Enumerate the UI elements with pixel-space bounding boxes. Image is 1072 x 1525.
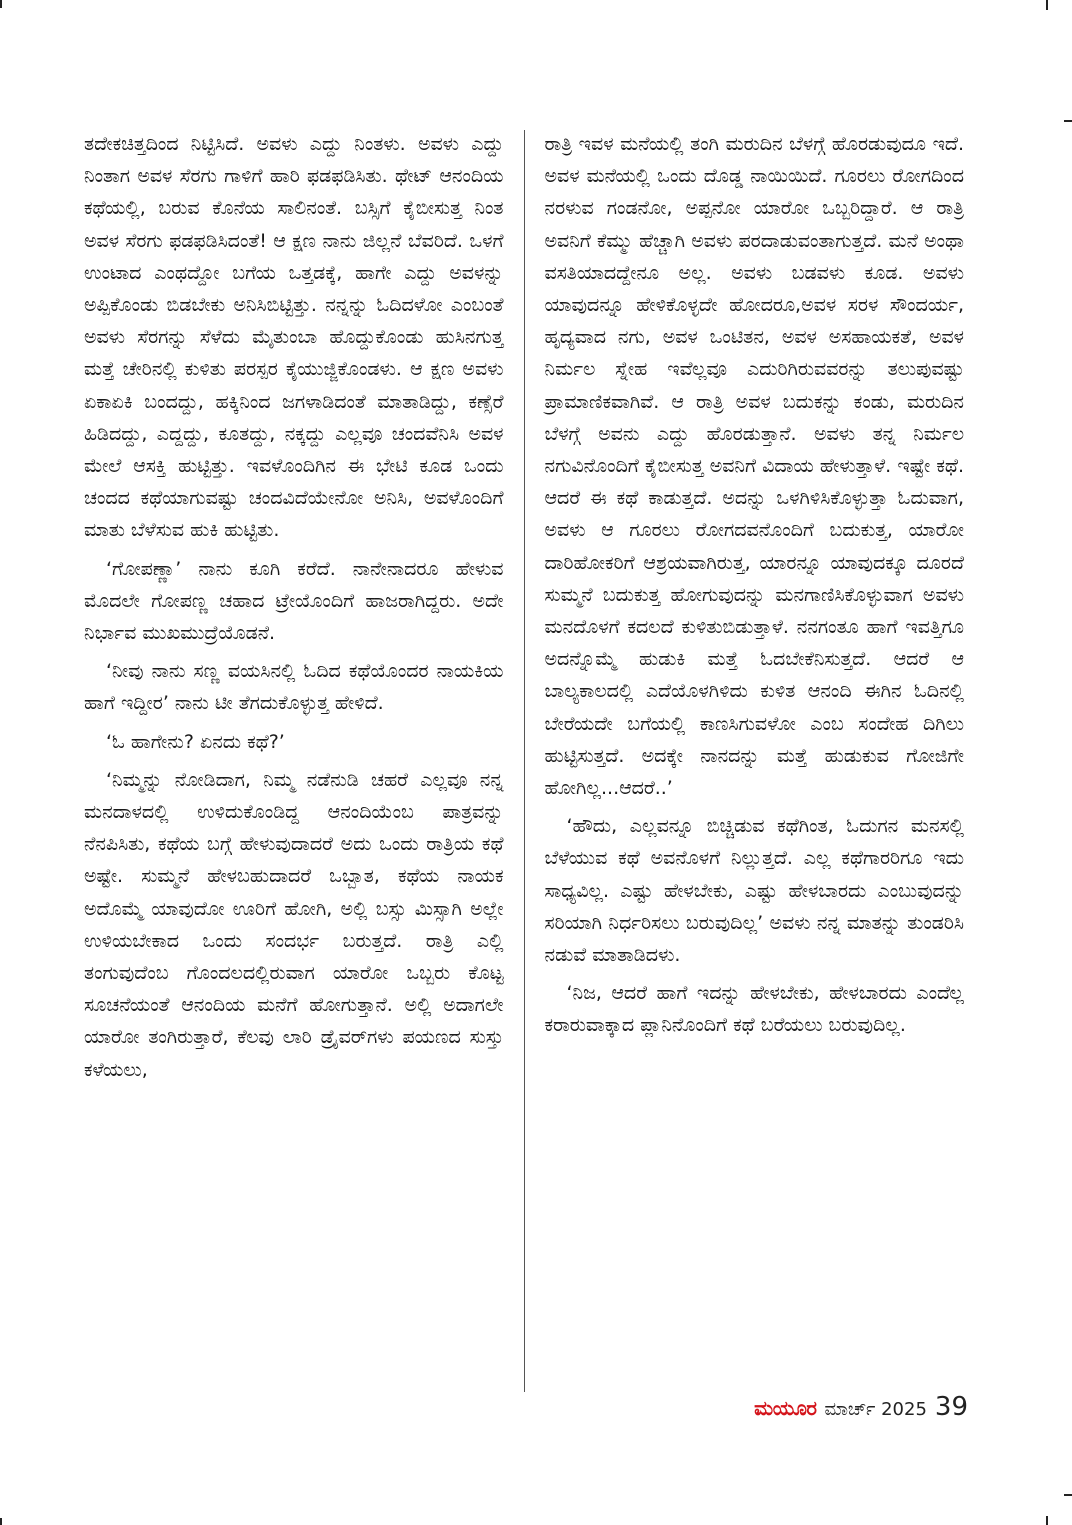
magazine-logo: ಮಯೂರ xyxy=(754,1396,817,1420)
page-footer xyxy=(728,1392,968,1432)
crop-mark-bottom-right xyxy=(1046,1516,1048,1525)
paragraph: ‘ಓ ಹಾಗೇನು? ಏನದು ಕಥೆ?’ xyxy=(106,730,285,753)
crop-mark-top-left xyxy=(0,0,2,8)
paragraph: ತದೇಕಚಿತ್ತದಿಂದ ನಿಟ್ಟಿಸಿದೆ. ಅವಳು ಎದ್ದು ನಿಂತಳು. ಅವಳು ಎದ್ದು ನಿಂತಾಗ ಅವಳ ಸೆರಗು ಗಾಳಿಗೆ ಹಾರಿ ಫಡಫಡಿಸಿತು. ಥೇಟ್ ಆನಂದಿಯ ಕಥೆಯಲ್ಲಿ, ಬರುವ ಕೊನೆಯ ಸಾಲಿನಂತೆ. ಬಸ್ಸಿಗೆ ಕೈಬೀಸುತ್ತ ನಿಂತ ಅವಳ ಸೆರಗು ಫಡಫಡಿಸಿದಂತೆ! ಆ ಕ್ಷಣ ನಾನು ಜಿಲ್ಲನೆ ಬೆವರಿದೆ. ಒಳಗೆ ಉಂಟಾದ ಎಂಥದ್ದೋ ಬಗೆಯ ಒತ್ತಡಕ್ಕೆ, ಹಾಗೇ ಎದ್ದು ಅವಳನ್ನು ಅಪ್ಪಿಕೊಂಡು ಬಿಡಬೇಕು ಅನಿಸಿಬಿಟ್ಟಿತ್ತು. ನನ್ನನ್ನು ಓದಿದಳೋ ಎಂಬಂತೆ ಅವಳು ಸೆರಗನ್ನು ಸೆಳೆದು ಮೈತುಂಬಾ ಹೊದ್ದುಕೊಂಡು ಹುಸಿನಗುತ್ತ ಮತ್ತೆ ಚೇರಿನಲ್ಲಿ ಕುಳಿತು ಪರಸ್ಪರ ಕೈಯುಜ್ಜಿಕೊಂಡಳು. ಆ ಕ್ಷಣ ಅವಳು ಏಕಾಏಕಿ ಬಂದದ್ದು, ಹಕ್ಕಿನಿಂದ ಜಗಳಾಡಿದಂತೆ ಮಾತಾಡಿದ್ದು, ಕಣ್ಸೆರೆ ಹಿಡಿದದ್ದು, ಎದ್ದದ್ದು, ಕೂತದ್ದು, ನಕ್ಕದ್ದು ಎಲ್ಲವೂ ಚಂದವೆನಿಸಿ ಅವಳ ಮೇಲೆ ಆಸಕ್ತಿ ಹುಟ್ಟಿತ್ತು. ಇವಳೊಂದಿಗಿನ ಈ ಭೇಟಿ ಕೂಡ ಒಂದು ಚಂದದ ಕಥೆಯಾಗುವಷ್ಟು ಚಂದವಿದೆಯೇನೋ ಅನಿಸಿ, ಅವಳೊಂದಿಗೆ ಮಾತು ಬೆಳೆಸುವ ಹುಕಿ ಹುಟ್ಟಿತು. xyxy=(84,133,504,542)
crop-mark-bottom-left xyxy=(0,1518,2,1525)
page-number: 39 xyxy=(934,1392,968,1422)
paragraph: ರಾತ್ರಿ ಇವಳ ಮನೆಯಲ್ಲಿ ತಂಗಿ ಮರುದಿನ ಬೆಳಗ್ಗೆ ಹೊರಡುವುದೂ ಇದೆ. ಅವಳ ಮನೆಯಲ್ಲಿ ಒಂದು ದೊಡ್ಡ ನಾಯಿಯಿದೆ. ಗೂರಲು ರೋಗದಿಂದ ನರಳುವ ಗಂಡನೋ, ಅಪ್ಪನೋ ಯಾರೋ ಒಬ್ಬರಿದ್ದಾರೆ. ಆ ರಾತ್ರಿ ಅವನಿಗೆ ಕೆಮ್ಮು ಹೆಚ್ಚಾಗಿ ಅವಳು ಪರದಾಡುವಂತಾಗುತ್ತದೆ. ಮನೆ ಅಂಥಾ ವಸತಿಯಾದದ್ದೇನೂ ಅಲ್ಲ. ಅವಳು ಬಡವಳು ಕೂಡ. ಅವಳು ಯಾವುದನ್ನೂ ಹೇಳಿಕೊಳ್ಳದೇ ಹೋದರೂ,ಅವಳ ಸರಳ ಸೌಂದರ್ಯ, ಹೃದ್ಯವಾದ ನಗು, ಅವಳ ಒಂಟಿತನ, ಅವಳ ಅಸಹಾಯಕತೆ, ಅವಳ ನಿರ್ಮಲ ಸ್ನೇಹ ಇವೆಲ್ಲವೂ ಎದುರಿಗಿರುವವರನ್ನು ತಲುಪುವಷ್ಟು ಪ್ರಾಮಾಣಿಕವಾಗಿವೆ. ಆ ರಾತ್ರಿ ಅವಳ ಬದುಕನ್ನು ಕಂಡು, ಮರುದಿನ ಬೆಳಗ್ಗೆ ಅವನು ಎದ್ದು ಹೊರಡುತ್ತಾನೆ. ಅವಳು ತನ್ನ ನಿರ್ಮಲ ನಗುವಿನೊಂದಿಗೆ ಕೈಬೀಸುತ್ತ ಅವನಿಗೆ ವಿದಾಯ ಹೇಳುತ್ತಾಳೆ. ಇಷ್ಟೇ ಕಥೆ. ಆದರೆ ಈ ಕಥೆ ಕಾಡುತ್ತದೆ. ಅದನ್ನು ಒಳಗಿಳಿಸಿಕೊಳ್ಳುತ್ತಾ ಓದುವಾಗ, ಅವಳು ಆ ಗೂರಲು ರೋಗದವನೊಂದಿಗೆ ಬದುಕುತ್ತ, ಯಾರೋ ದಾರಿಹೋಕರಿಗೆ ಆಶ್ರಯವಾಗಿರುತ್ತ, ಯಾರನ್ನೂ ಯಾವುದಕ್ಕೂ ದೂರದೆ ಸುಮ್ಮನೆ ಬದುಕುತ್ತ ಹೋಗುವುದನ್ನು ಮನಗಾಣಿಸಿಕೊಳ್ಳುವಾಗ ಅವಳು ಮನದೊಳಗೆ ಕದಲದೆ ಕುಳಿತುಬಿಡುತ್ತಾಳೆ. ನನಗಂತೂ ಹಾಗೆ ಇವತ್ತಿಗೂ ಅದನ್ನೊಮ್ಮೆ ಹುಡುಕಿ ಮತ್ತೆ ಓದಬೇಕೆನಿಸುತ್ತದೆ. ಆದರೆ ಆ ಬಾಲ್ಯಕಾಲದಲ್ಲಿ ಎದೆಯೊಳಗಿಳಿದು ಕುಳಿತ ಆನಂದಿ ಈಗಿನ ಓದಿನಲ್ಲಿ ಬೇರೆಯದೇ ಬಗೆಯಲ್ಲಿ ಕಾಣಸಿಗುವಳೋ ಎಂಬ ಸಂದೇಹ ದಿಗಿಲು ಹುಟ್ಟಿಸುತ್ತದೆ. ಅದಕ್ಕೇ ನಾನದನ್ನು ಮತ್ತೆ ಹುಡುಕುವ ಗೋಜಿಗೇ ಹೋಗಿಲ್ಲ...ಆದರೆ..’ xyxy=(544,133,964,800)
paragraph: ‘ಗೋಪಣ್ಣಾ’ ನಾನು ಕೂಗಿ ಕರೆದೆ. ನಾನೇನಾದರೂ ಹೇಳುವ ಮೊದಲೇ ಗೋಪಣ್ಣ ಚಹಾದ ಟ್ರೇಯೊಂದಿಗೆ ಹಾಜರಾಗಿದ್ದರು. ಅದೇ ನಿರ್ಭಾವ ಮುಖಮುದ್ರೆಯೊಡನೆ. xyxy=(84,557,504,645)
crop-mark-top-right xyxy=(1046,0,1048,10)
paragraph: ‘ನಿಮ್ಮನ್ನು ನೋಡಿದಾಗ, ನಿಮ್ಮ ನಡೆನುಡಿ ಚಹರೆ ಎಲ್ಲವೂ ನನ್ನ ಮನದಾಳದಲ್ಲಿ ಉಳಿದುಕೊಂಡಿದ್ದ ಆನಂದಿಯೆಂಬ ಪಾತ್ರವನ್ನು ನೆನಪಿಸಿತು, ಕಥೆಯ ಬಗ್ಗೆ ಹೇಳುವುದಾದರೆ ಅದು ಒಂದು ರಾತ್ರಿಯ ಕಥೆ ಅಷ್ಟೇ. ಸುಮ್ಮನೆ ಹೇಳಬಹುದಾದರೆ ಒಬ್ಬಾತ, ಕಥೆಯ ನಾಯಕ ಅದೊಮ್ಮೆ ಯಾವುದೋ ಊರಿಗೆ ಹೋಗಿ, ಅಲ್ಲಿ ಬಸ್ಸು ಮಿಸ್ಸಾಗಿ ಅಲ್ಲೇ ಉಳಿಯಬೇಕಾದ ಒಂದು ಸಂದರ್ಭ ಬರುತ್ತದೆ. ರಾತ್ರಿ ಎಲ್ಲಿ ತಂಗುವುದೆಂಬ ಗೊಂದಲದಲ್ಲಿರುವಾಗ ಯಾರೋ ಒಬ್ಬರು ಕೊಟ್ಟ ಸೂಚನೆಯಂತೆ ಆನಂದಿಯ ಮನೆಗೆ ಹೋಗುತ್ತಾನೆ. ಅಲ್ಲಿ ಅದಾಗಲೇ ಯಾರೋ ತಂಗಿರುತ್ತಾರೆ, ಕೆಲವು ಲಾರಿ ಡ್ರೈವರ್‌ಗಳು ಪಯಣದ ಸುಸ್ತು ಕಳೆಯಲು, xyxy=(84,768,504,1081)
paragraph: ‘ಹೌದು, ಎಲ್ಲವನ್ನೂ ಬಿಚ್ಚಿಡುವ ಕಥೆಗಿಂತ, ಓದುಗನ ಮನಸಲ್ಲಿ ಬೆಳೆಯುವ ಕಥೆ ಅವನೊಳಗೆ ನಿಲ್ಲುತ್ತದೆ. ಎಲ್ಲ ಕಥೆಗಾರರಿಗೂ ಇದು ಸಾಧ್ಯವಿಲ್ಲ. ಎಷ್ಟು ಹೇಳಬೇಕು, ಎಷ್ಟು ಹೇಳಬಾರದು ಎಂಬುವುದನ್ನು ಸರಿಯಾಗಿ ನಿರ್ಧರಿಸಲು ಬರುವುದಿಲ್ಲ’ ಅವಳು ನನ್ನ ಮಾತನ್ನು ತುಂಡರಿಸಿ ನಡುವೆ ಮಾತಾಡಿದಳು. xyxy=(544,815,964,967)
article-body xyxy=(84,128,964,1390)
left-column xyxy=(84,128,524,1390)
crop-mark-right-upper xyxy=(1064,120,1072,122)
paragraph: ‘ನೀವು ನಾನು ಸಣ್ಣ ವಯಸಿನಲ್ಲಿ ಓದಿದ ಕಥೆಯೊಂದರ ನಾಯಕಿಯ ಹಾಗೆ ಇದ್ದೀರ’ ನಾನು ಟೀ ತೆಗದುಕೊಳ್ಳುತ್ತ ಹೇಳಿದೆ. xyxy=(84,660,504,715)
paragraph: ‘ನಿಜ, ಆದರೆ ಹಾಗೆ ಇದನ್ನು ಹೇಳಬೇಕು, ಹೇಳಬಾರದು ಎಂದೆಲ್ಲ ಕರಾರುವಾಕ್ಕಾದ ಪ್ಲಾನಿನೊಂದಿಗೆ ಕಥೆ ಬರೆಯಲು ಬರುವುದಿಲ್ಲ. xyxy=(544,982,964,1037)
crop-mark-right-lower xyxy=(1064,1494,1072,1496)
right-column xyxy=(525,128,965,1390)
issue-date: ಮಾರ್ಚ್ 2025 xyxy=(824,1399,927,1420)
